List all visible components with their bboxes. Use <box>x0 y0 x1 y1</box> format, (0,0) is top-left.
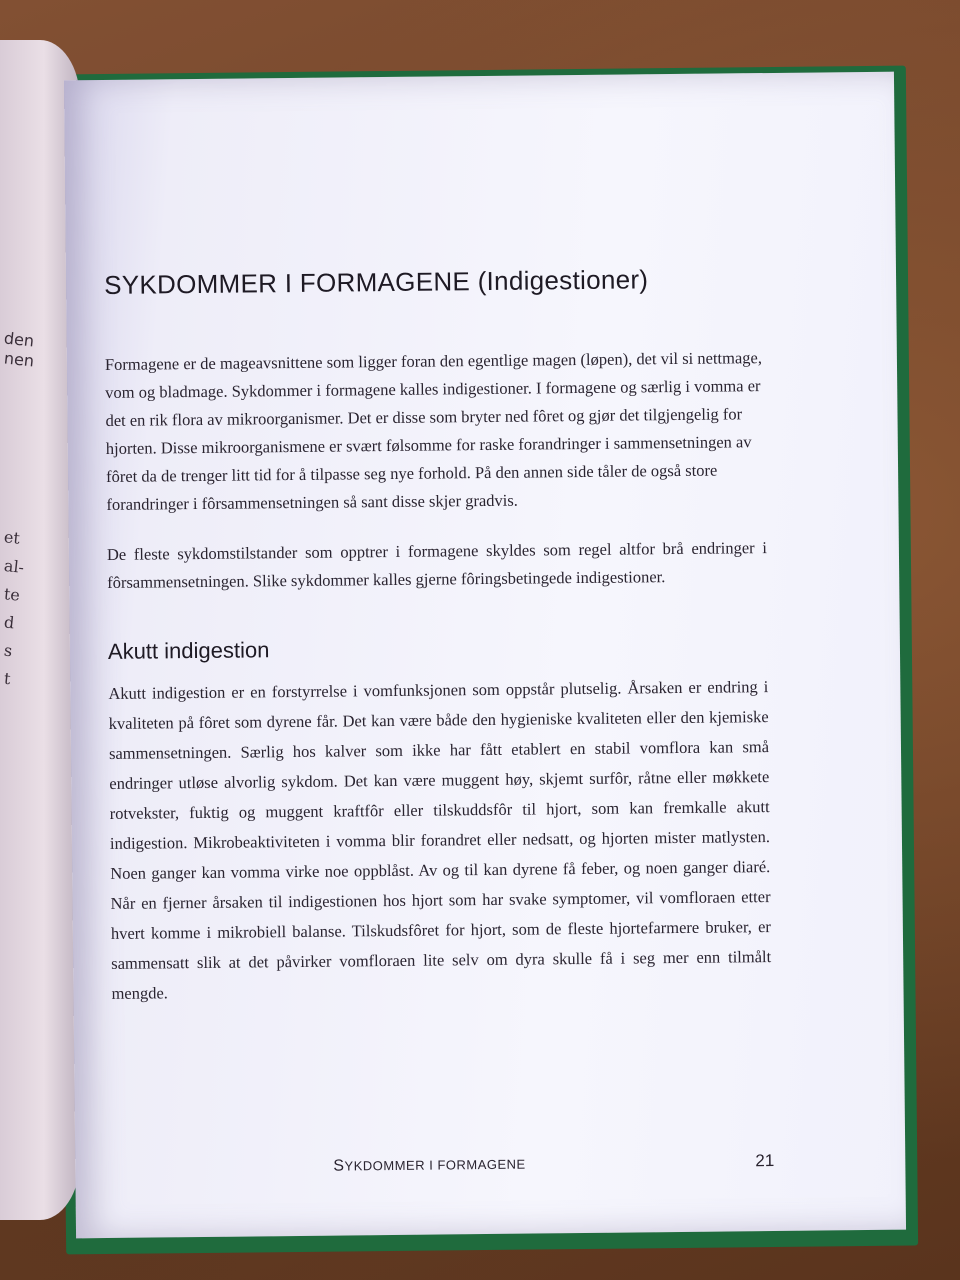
intro-paragraph: Formagene er de mageavsnittene som ligger foran den egentlige magen (løpen), det vil si nettmage, vom og bladmage. Sykdommer i formagene kalles indigestioner. I formagene og særlig i vomma er det en rik flora av mikroorganismer. Det er disse som bryter ned fôret og gjør det tilgjengelig for hjorten. Disse mikroorganismene er svært følsomme for raske forandringer i sammensetningen av fôret da de trenger litt tid for å tilpasse seg nye forhold. På den annen side tåler de også store forandringer i fôrsammensetningen så sant disse skjer gradvis. <box>104 348 763 514</box>
page-footer <box>75 1142 905 1181</box>
left-page-fragment: den <box>3 328 36 351</box>
chapter-title: SYKDOMMER I FORMAGENE (Indigestioner) <box>103 264 649 300</box>
left-page-fragment: te <box>3 584 21 605</box>
running-head <box>333 1156 526 1176</box>
page-content <box>104 263 772 1031</box>
intro-paragraph: De fleste sykdomstilstander som opptrer i formagene skyldes som regel altfor brå endringer i fôrsammensetningen. Slike sykdommer kalles gjerne fôringsbetingede indigestioner. <box>106 538 767 592</box>
left-page-fragment: al- <box>3 556 26 577</box>
left-page-fragment: et <box>3 527 21 548</box>
section-paragraph: Akutt indigestion er en forstyrrelse i vomfunksjonen som oppstår plutselig. Årsaken er endring i kvaliteten på fôret som dyrene får. Det kan være både den hygieniske kvaliteten eller den kjemiske sammensetningen. Særlig hos kalver som ikke har fått etablert en stabil vomflora kan små endringer utløse alvorlig sykdom. Det kan være muggent høy, skjemt surfôr, råtne eller møkkete rotvekster, fuktig og muggent kraftfôr eller tilskuddsfôr til hjort, som kan fremkalle akutt indigestion. Mikrobeaktiviteten i vomma blir forandret eller nedsatt, og hjorten mister matlysten. Noen ganger kan vomma virke noe oppblåst. Av og til kan dyrene få feber, og noen ganger diaré. Når en fjerner årsaken til indigestionen hos hjort som har svake symptomer, vil vomfloraen etter hvert komme i mikrobiell balanse. Tilskudsfôret for hjort, som de fleste hjortefarmere bruker, er sammensatt slik at det påvirker vomfloraen lite selv om dyra skulle få i seg mer enn tilmålt mengde. <box>108 677 772 1003</box>
left-page-fragment: s <box>3 640 14 661</box>
left-page-fragment: d <box>3 612 16 633</box>
left-page-fragment: t <box>3 668 12 689</box>
left-page-fragment: nen <box>3 348 36 371</box>
running-head-initial: S <box>333 1157 345 1175</box>
page-number: 21 <box>755 1150 775 1171</box>
running-head-rest: YKDOMMER I FORMAGENE <box>344 1156 526 1174</box>
section-title: Akutt indigestion <box>107 637 270 664</box>
book-page <box>64 72 906 1239</box>
